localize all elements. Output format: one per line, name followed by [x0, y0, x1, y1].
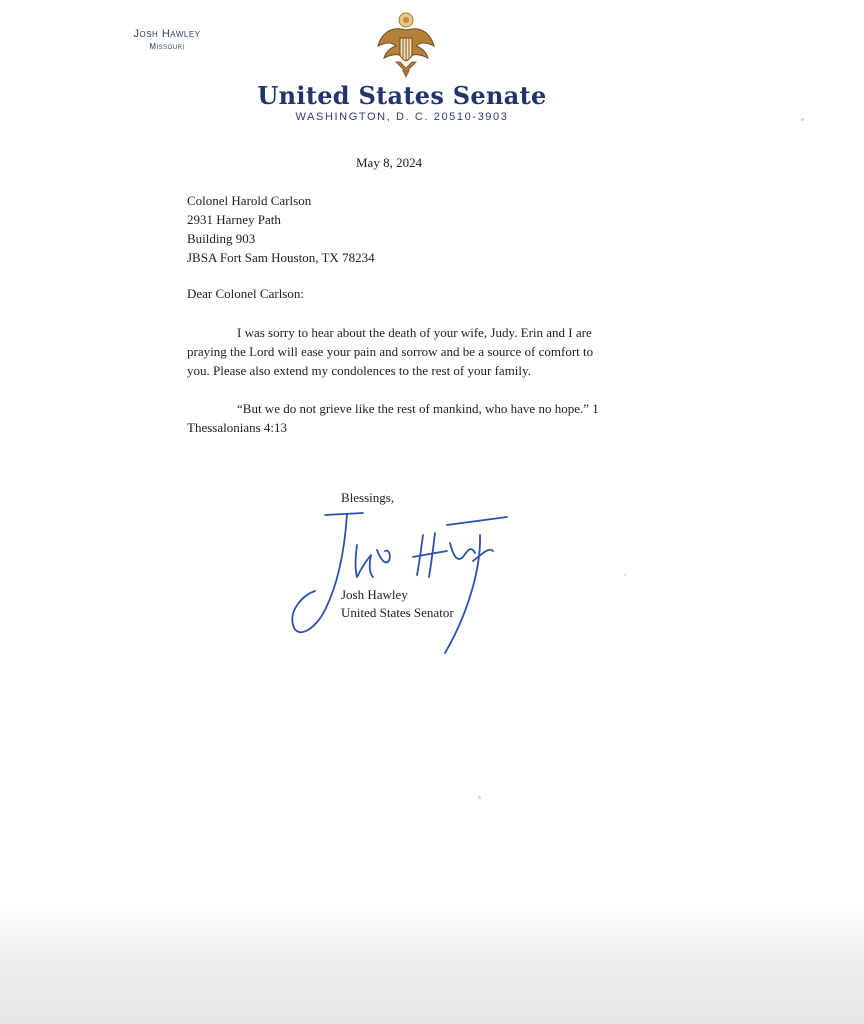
senate-seal-icon: [374, 12, 438, 80]
letter-body: [187, 323, 617, 437]
letterhead-address: WASHINGTON, D. C. 20510-3903: [295, 111, 509, 123]
salutation: Dear Colonel Carlson:: [187, 286, 304, 301]
letter-date: May 8, 2024: [356, 155, 423, 170]
closing: Blessings,: [341, 490, 395, 505]
signature-block: [341, 586, 454, 622]
letterhead-title: United States Senate: [257, 81, 547, 110]
signer-title: United States Senator: [341, 605, 454, 620]
recipient-address: [187, 191, 375, 267]
sender-state: Missouri: [149, 42, 185, 51]
paper-speck: [478, 796, 481, 799]
paper-speck: [801, 118, 804, 121]
recipient-line: 2931 Harney Path: [187, 212, 281, 227]
recipient-line: Building 903: [187, 231, 256, 246]
sender-block: [112, 28, 222, 52]
signer-name: Josh Hawley: [341, 587, 408, 602]
paper-speck: [624, 574, 626, 576]
recipient-line: Colonel Harold Carlson: [187, 193, 312, 208]
sender-name: Josh Hawley: [133, 28, 201, 40]
scripture-quote: “But we do not grieve like the rest of mankind, who have no hope.” 1 Thessalonians 4:13: [187, 401, 599, 435]
handwritten-signature: [285, 505, 515, 660]
recipient-line: JBSA Fort Sam Houston, TX 78234: [187, 250, 375, 265]
body-paragraph: I was sorry to hear about the death of your wife, Judy. Erin and I are praying the Lord will ease your pain and sorrow and be a source of comfort to you. Please also extend my condolences to the rest of your family.: [187, 325, 594, 378]
